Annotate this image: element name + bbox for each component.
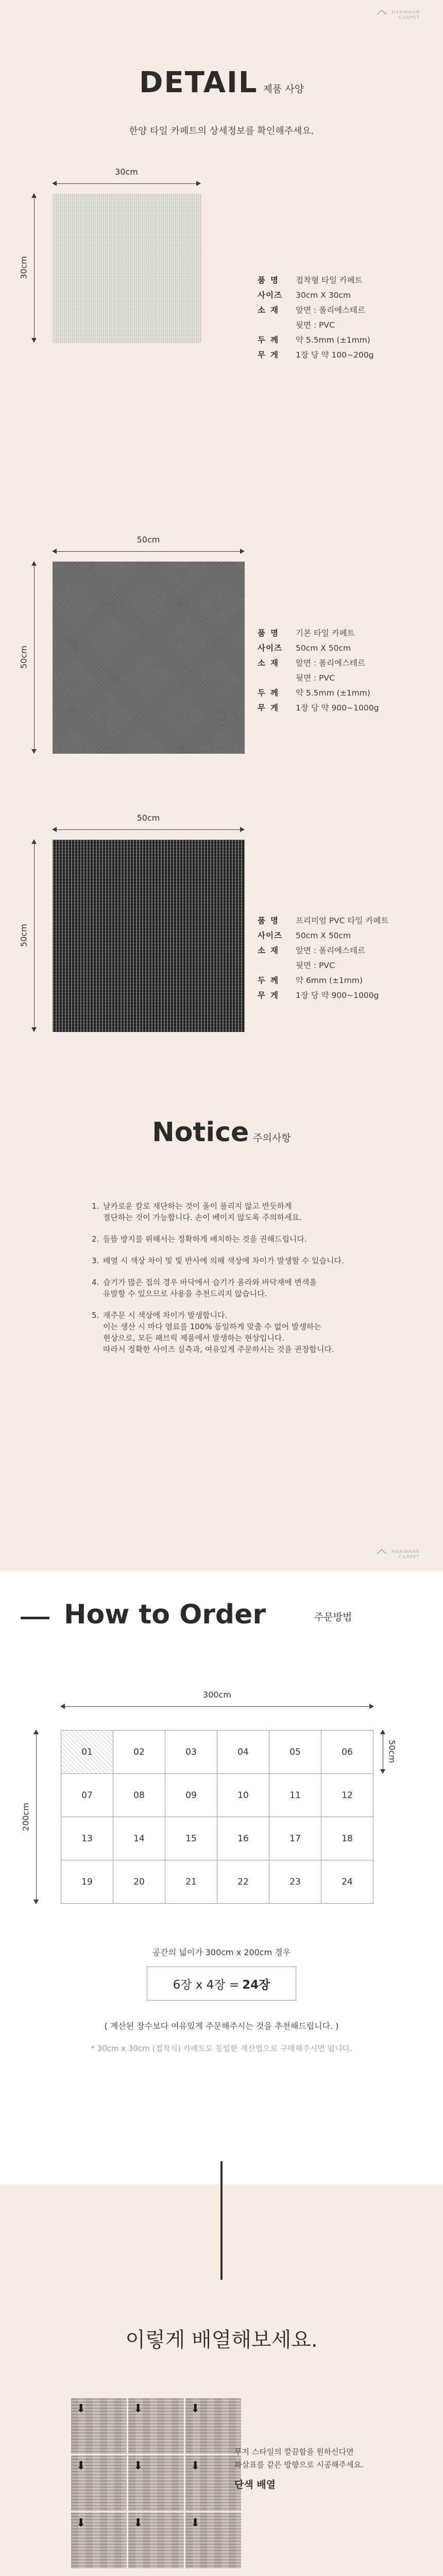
- notice-line: 배열 시 색상 차이 및 빛 반사에 의해 색상에 차이가 발생할 수 있습니다.: [103, 1256, 344, 1265]
- area-width-label: 300cm: [203, 1690, 231, 1700]
- notice-line: 현상으로, 모든 패브릭 제품에서 발생하는 현상입니다.: [103, 1333, 285, 1343]
- spec-row: [258, 958, 388, 973]
- brand-mark-icon: [376, 1549, 387, 1555]
- tile-cell: 21: [165, 1860, 217, 1904]
- product-3-width-dimension: [53, 813, 244, 835]
- tile-cell: 19: [61, 1860, 113, 1904]
- tile-cell: 08: [113, 1774, 165, 1817]
- spec-value: 앞면 : 폴리에스테르: [296, 306, 365, 315]
- spec-value: 뒷면 : PVC: [296, 320, 335, 330]
- spec-row: [258, 671, 379, 686]
- arrow-down-icon: ⬇: [76, 2402, 86, 2415]
- product-3-specs: [258, 913, 388, 1003]
- brand-mark-icon: [376, 9, 387, 15]
- product-1-width-dimension: [53, 167, 200, 189]
- area-height-dimension: [21, 1730, 41, 1904]
- tile-cell: 06: [321, 1731, 373, 1774]
- notice-line: 재주문 시 색상에 차이가 발생합니다.: [103, 1311, 228, 1320]
- tile-cell: 11: [269, 1774, 321, 1817]
- spec-row: [258, 988, 388, 1003]
- product-3-height-dimension: [19, 840, 39, 1031]
- product-2-height-label: 50cm: [19, 646, 29, 669]
- tile-cell: 24: [321, 1860, 373, 1904]
- brand-line2: CARPET: [398, 15, 420, 21]
- product-1-specs: [258, 273, 374, 363]
- spec-value: 약 5.5mm (±1mm): [296, 688, 370, 698]
- notice-item: [92, 1310, 380, 1355]
- tile-cell: 23: [269, 1860, 321, 1904]
- tile-cell: 13: [61, 1817, 113, 1860]
- tile-cell: 01: [61, 1731, 113, 1774]
- carpet-tile: [128, 2513, 184, 2568]
- brand-line1: HANWHAB: [391, 10, 420, 15]
- area-width-dimension: [61, 1690, 373, 1711]
- spec-value: 프리미엄 PVC 타일 카페트: [296, 916, 389, 925]
- product-1-width-label: 30cm: [115, 167, 138, 177]
- tile-cell: 22: [217, 1860, 269, 1904]
- arrow-down-icon: ⬇: [76, 2517, 86, 2530]
- spec-key: 사이즈: [258, 291, 282, 300]
- solid-desc-line: 무지 스타일의 깔끔함을 원하신다면: [234, 2447, 354, 2456]
- how-to-order-title: How to Order: [64, 1599, 266, 1630]
- spec-value: 1장 당 약 900~1000g: [296, 703, 379, 713]
- tile-size-dimension: [378, 1730, 397, 1773]
- spec-row: [258, 656, 379, 671]
- spec-key: 소재: [258, 658, 283, 668]
- tile-cell: 16: [217, 1817, 269, 1860]
- notice-line: 따라서 정확한 사이즈 실측과, 여유있게 주문하시는 것을 권장합니다.: [103, 1345, 334, 1354]
- tile-size-label: 50cm: [387, 1740, 397, 1763]
- carpet-tile: [185, 2398, 241, 2454]
- area-caption: 공간의 넓이가 300cm x 200cm 경우: [152, 1947, 291, 1957]
- spec-key: 두께: [258, 335, 283, 345]
- notice-number: 5.: [92, 1311, 99, 1320]
- spec-row: [258, 288, 374, 303]
- product-2-width-dimension: [53, 535, 244, 556]
- spec-key: 두께: [258, 976, 283, 985]
- solid-desc-line: 화살표를 같은 방향으로 시공해주세요.: [234, 2460, 364, 2469]
- notice-line: 절단하는 것이 가능합니다. 손이 베이지 않도록 주의하세요.: [103, 1213, 302, 1222]
- spec-value: 1장 당 약 100~200g: [296, 350, 374, 360]
- arrow-down-icon: ⬇: [191, 2460, 200, 2472]
- spec-row: [258, 303, 374, 318]
- tile-cell: 17: [269, 1817, 321, 1860]
- tile-cell: 14: [113, 1817, 165, 1860]
- spec-row: [258, 973, 388, 988]
- tile-cell: 20: [113, 1860, 165, 1904]
- notice-line: 유발할 수 있으므로 사용을 추천드리지 않습니다.: [103, 1289, 267, 1298]
- spec-row: [258, 943, 388, 958]
- solid-arrangement-label: 단색 배열: [234, 2479, 276, 2490]
- product-3-width-label: 50cm: [137, 813, 160, 823]
- notice-number: 1.: [92, 1201, 99, 1211]
- spec-key: 소재: [258, 946, 283, 955]
- notice-item: [92, 1277, 380, 1299]
- carpet-tile: [128, 2455, 184, 2511]
- notice-item: [92, 1255, 380, 1266]
- arrow-down-icon: ⬇: [191, 2517, 200, 2530]
- product-2-swatch: [53, 562, 245, 754]
- spec-key: 무게: [258, 350, 283, 360]
- carpet-tile: [185, 2513, 241, 2568]
- spec-value: 기본 타일 카페트: [296, 629, 355, 638]
- notice-number: 2.: [92, 1234, 99, 1244]
- brand-logo: [376, 9, 420, 21]
- notice-number: 4.: [92, 1278, 99, 1287]
- formula-prefix: 6장 x 4장 =: [173, 1978, 240, 1992]
- notice-line: 이는 생산 시 마다 염료를 100% 동일하게 맞출 수 없어 발생하는: [103, 1322, 321, 1331]
- arrow-down-icon: ⬇: [133, 2460, 143, 2472]
- carpet-tile: [128, 2398, 184, 2454]
- brand-logo: [376, 1549, 420, 1560]
- tile-cell: 07: [61, 1774, 113, 1817]
- spec-value: 앞면 : 폴리에스테르: [296, 658, 365, 668]
- product-2-specs: [258, 626, 379, 716]
- notice-item: [92, 1200, 380, 1223]
- notice-heading: [0, 1117, 443, 1148]
- carpet-tile: [185, 2455, 241, 2511]
- notice-line: 습기가 많은 집의 경우 바닥에서 습기가 올라와 바닥재에 변색을: [103, 1278, 317, 1287]
- product-1-height-dimension: [19, 194, 39, 342]
- tile-cell: 03: [165, 1731, 217, 1774]
- product-1-height-label: 30cm: [19, 256, 29, 279]
- product-2-height-dimension: [19, 562, 39, 753]
- tile-cell: 18: [321, 1817, 373, 1860]
- product-1-swatch: [53, 194, 201, 342]
- spec-key: [258, 671, 296, 686]
- spec-value: 50cm X 50cm: [296, 643, 351, 653]
- spec-key: 사이즈: [258, 643, 282, 653]
- spec-row: [258, 348, 374, 363]
- spec-value: 30cm X 30cm: [296, 291, 351, 300]
- detail-intro: 한양 타일 카페트의 상세정보를 확인해주세요.: [129, 126, 314, 137]
- tile-layout-grid: [61, 1730, 373, 1904]
- formula-result: 24장: [242, 1978, 270, 1992]
- arrangement-title: 이렇게 배열해보세요.: [125, 2328, 318, 2352]
- spec-value: 약 5.5mm (±1mm): [296, 335, 370, 345]
- tile-cell: 02: [113, 1731, 165, 1774]
- quantity-formula: [147, 1967, 296, 2001]
- detail-heading: [0, 66, 443, 99]
- detail-subtitle: 제품 사양: [263, 83, 304, 95]
- product-3-height-label: 50cm: [19, 924, 29, 947]
- arrow-down-icon: ⬇: [76, 2460, 86, 2472]
- spec-key: 품명: [258, 916, 283, 925]
- spec-value: 앞면 : 폴리에스테르: [296, 946, 365, 955]
- arrow-down-icon: ⬇: [191, 2402, 200, 2415]
- spec-value: 약 6mm (±1mm): [296, 976, 363, 985]
- spec-key: 소재: [258, 306, 283, 315]
- carpet-tile: [71, 2455, 127, 2511]
- area-height-label: 200cm: [21, 1802, 31, 1831]
- tile-cell: 09: [165, 1774, 217, 1817]
- section-divider-line: [220, 2184, 223, 2280]
- spec-value: 접착형 타일 카페트: [296, 276, 363, 285]
- solid-arrangement-text: [234, 2446, 364, 2492]
- spec-key: 두께: [258, 688, 283, 698]
- notice-number: 3.: [92, 1256, 99, 1265]
- spec-row: [258, 273, 374, 288]
- title-dash: [21, 1617, 49, 1619]
- how-to-order-heading: [0, 1596, 443, 1637]
- spec-row: [258, 913, 388, 928]
- adhesive-note: * 30cm x 30cm (접착식) 카페트도 동일한 계산법으로 구매해주시면 됩니다.: [91, 2044, 352, 2053]
- spec-row: [258, 318, 374, 333]
- spec-key: 무게: [258, 991, 283, 1000]
- spec-key: [258, 958, 296, 973]
- spec-key: 사이즈: [258, 931, 282, 940]
- brand-line2: CARPET: [398, 1555, 420, 1560]
- spec-row: [258, 626, 379, 641]
- spec-row: [258, 686, 379, 701]
- spec-key: 품명: [258, 629, 283, 638]
- notice-line: 날카로운 칼로 재단하는 것이 올이 풀리지 않고 반듯하게: [103, 1201, 292, 1211]
- spec-value: 1장 당 약 900~1000g: [296, 991, 379, 1000]
- spec-row: [258, 928, 388, 943]
- tile-cell: 05: [269, 1731, 321, 1774]
- spec-row: [258, 333, 374, 348]
- spec-value: 50cm X 50cm: [296, 931, 351, 940]
- tile-cell: 12: [321, 1774, 373, 1817]
- arrow-down-icon: ⬇: [133, 2517, 143, 2530]
- brand-line1: HANWHAB: [391, 1549, 420, 1555]
- spec-row: [258, 641, 379, 656]
- detail-title: DETAIL: [139, 66, 258, 99]
- spec-value: 뒷면 : PVC: [296, 961, 335, 970]
- notice-line: 들뜸 방지를 위해서는 정확하게 배치하는 것을 권해드립니다.: [103, 1234, 307, 1244]
- spec-key: 무게: [258, 703, 283, 713]
- arrow-down-icon: ⬇: [133, 2402, 143, 2415]
- notice-item: [92, 1233, 380, 1245]
- tile-cell: 04: [217, 1731, 269, 1774]
- spec-key: [258, 318, 296, 333]
- order-note: ( 계산된 장수보다 여유있게 주문해주시는 것을 추천해드립니다. ): [104, 2021, 339, 2031]
- notice-list: [92, 1200, 380, 1365]
- notice-subtitle: 주의사항: [253, 1132, 291, 1144]
- notice-title: Notice: [152, 1117, 249, 1148]
- product-2-width-label: 50cm: [137, 535, 160, 545]
- carpet-tile: [71, 2513, 127, 2568]
- tile-cell: 10: [217, 1774, 269, 1817]
- spec-row: [258, 701, 379, 716]
- product-3-swatch: [53, 840, 245, 1032]
- spec-key: 품명: [258, 276, 283, 285]
- carpet-tile: [71, 2398, 127, 2454]
- spec-value: 뒷면 : PVC: [296, 673, 335, 683]
- how-to-order-subtitle: 주문방법: [314, 1612, 352, 1623]
- tile-cell: 15: [165, 1817, 217, 1860]
- solid-arrangement-tiles: [71, 2398, 241, 2568]
